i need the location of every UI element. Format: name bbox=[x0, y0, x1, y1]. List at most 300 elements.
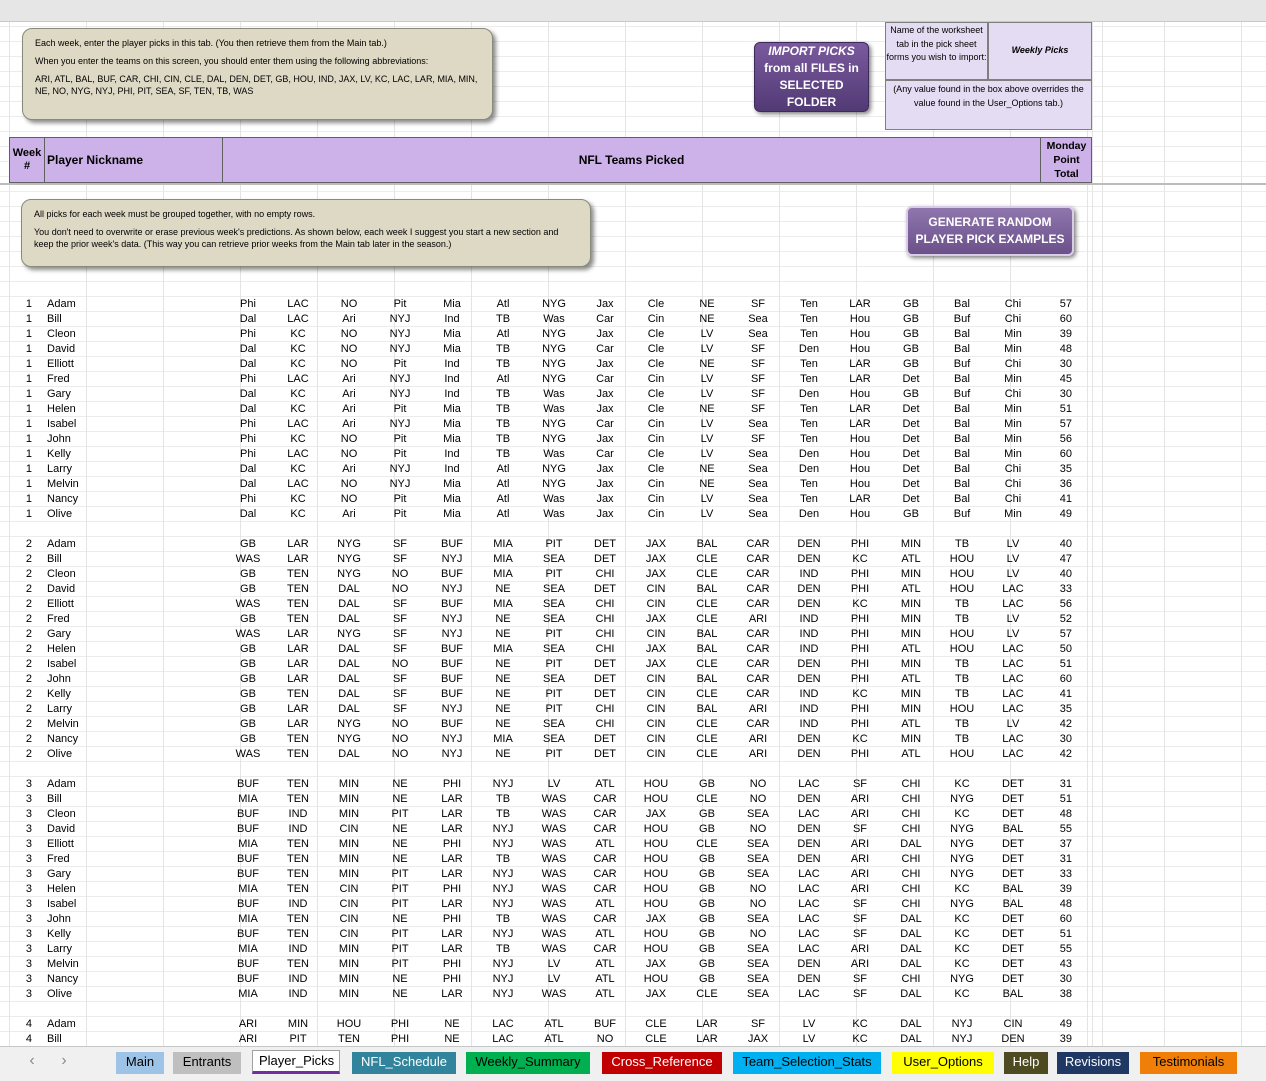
week-cell[interactable]: 3 bbox=[25, 913, 32, 925]
team-pick-cell[interactable]: BAL bbox=[696, 538, 718, 550]
team-pick-cell[interactable]: DAL bbox=[338, 703, 360, 715]
team-pick-cell[interactable]: NYG bbox=[542, 328, 566, 340]
sheet-tab-help[interactable]: Help bbox=[1004, 1052, 1048, 1074]
monday-point-total-cell[interactable]: 60 bbox=[1059, 448, 1072, 460]
team-pick-cell[interactable]: Min bbox=[1004, 328, 1022, 340]
team-pick-cell[interactable]: CAR bbox=[593, 913, 617, 925]
team-pick-cell[interactable]: BUF bbox=[441, 643, 463, 655]
team-pick-cell[interactable]: MIN bbox=[338, 868, 360, 880]
team-pick-cell[interactable]: SF bbox=[392, 613, 408, 625]
monday-point-total-cell[interactable]: 48 bbox=[1059, 343, 1072, 355]
team-pick-cell[interactable]: TB bbox=[954, 538, 970, 550]
team-pick-cell[interactable]: Pit bbox=[393, 358, 407, 370]
team-pick-cell[interactable]: CHI bbox=[595, 703, 615, 715]
sheet-tab-team-selection-stats[interactable]: Team_Selection_Stats bbox=[733, 1052, 881, 1074]
team-pick-cell[interactable]: NE bbox=[699, 298, 715, 310]
team-pick-cell[interactable]: Jax bbox=[596, 433, 614, 445]
team-pick-cell[interactable]: MIA bbox=[493, 643, 513, 655]
player-nickname-cell[interactable]: Isabel bbox=[47, 658, 77, 670]
team-pick-cell[interactable]: IND bbox=[799, 643, 819, 655]
player-nickname-cell[interactable]: Cleon bbox=[47, 808, 76, 820]
team-pick-cell[interactable]: CLE bbox=[645, 1033, 667, 1045]
team-pick-cell[interactable]: NE bbox=[699, 403, 715, 415]
team-pick-cell[interactable]: KC bbox=[290, 403, 306, 415]
team-pick-cell[interactable]: LAR bbox=[849, 358, 871, 370]
team-pick-cell[interactable]: MIN bbox=[338, 943, 360, 955]
team-pick-cell[interactable]: PHI bbox=[850, 583, 870, 595]
team-pick-cell[interactable]: ARI bbox=[748, 613, 768, 625]
team-pick-cell[interactable]: CIN bbox=[339, 883, 359, 895]
team-pick-cell[interactable]: KC bbox=[290, 328, 306, 340]
team-pick-cell[interactable]: DET bbox=[594, 553, 616, 565]
team-pick-cell[interactable]: TB bbox=[954, 688, 970, 700]
team-pick-cell[interactable]: GB bbox=[903, 388, 919, 400]
team-pick-cell[interactable]: PIT bbox=[545, 748, 563, 760]
team-pick-cell[interactable]: Was bbox=[543, 388, 565, 400]
team-pick-cell[interactable]: PHI bbox=[850, 718, 870, 730]
team-pick-cell[interactable]: LAR bbox=[287, 718, 309, 730]
team-pick-cell[interactable]: MIN bbox=[900, 613, 922, 625]
team-pick-cell[interactable]: ATL bbox=[901, 673, 921, 685]
team-pick-cell[interactable]: BAL bbox=[696, 628, 718, 640]
team-pick-cell[interactable]: NYJ bbox=[951, 1033, 973, 1045]
team-pick-cell[interactable]: ATL bbox=[595, 898, 615, 910]
team-pick-cell[interactable]: LAC bbox=[287, 448, 309, 460]
team-pick-cell[interactable]: PIT bbox=[391, 943, 409, 955]
week-cell[interactable]: 2 bbox=[25, 643, 32, 655]
team-pick-cell[interactable]: SF bbox=[392, 673, 408, 685]
team-pick-cell[interactable]: TB bbox=[954, 598, 970, 610]
team-pick-cell[interactable]: Bal bbox=[954, 343, 970, 355]
team-pick-cell[interactable]: Ten bbox=[800, 478, 818, 490]
team-pick-cell[interactable]: Cle bbox=[647, 463, 665, 475]
team-pick-cell[interactable]: GB bbox=[903, 298, 919, 310]
team-pick-cell[interactable]: Phi bbox=[240, 418, 256, 430]
team-pick-cell[interactable]: HOU bbox=[643, 778, 669, 790]
team-pick-cell[interactable]: DET bbox=[1002, 838, 1024, 850]
team-pick-cell[interactable]: NE bbox=[495, 688, 511, 700]
team-pick-cell[interactable]: Was bbox=[543, 508, 565, 520]
team-pick-cell[interactable]: CLE bbox=[696, 988, 718, 1000]
player-nickname-cell[interactable]: Olive bbox=[47, 748, 73, 760]
team-pick-cell[interactable]: DEN bbox=[797, 658, 821, 670]
team-pick-cell[interactable]: NYJ bbox=[441, 553, 463, 565]
team-pick-cell[interactable]: Ind bbox=[444, 448, 460, 460]
week-cell[interactable]: 1 bbox=[25, 358, 32, 370]
team-pick-cell[interactable]: Buf bbox=[953, 313, 971, 325]
monday-point-total-cell[interactable]: 57 bbox=[1059, 418, 1072, 430]
team-pick-cell[interactable]: MIN bbox=[900, 628, 922, 640]
monday-point-total-cell[interactable]: 33 bbox=[1059, 868, 1072, 880]
week-cell[interactable]: 1 bbox=[25, 448, 32, 460]
team-pick-cell[interactable]: BAL bbox=[1002, 898, 1024, 910]
team-pick-cell[interactable]: MIN bbox=[338, 958, 360, 970]
team-pick-cell[interactable]: SF bbox=[750, 373, 766, 385]
team-pick-cell[interactable]: NE bbox=[699, 358, 715, 370]
team-pick-cell[interactable]: SEA bbox=[542, 673, 565, 685]
team-pick-cell[interactable]: NYJ bbox=[441, 583, 463, 595]
team-pick-cell[interactable]: CIN bbox=[646, 688, 666, 700]
team-pick-cell[interactable]: DEN bbox=[1001, 1033, 1025, 1045]
team-pick-cell[interactable]: LV bbox=[700, 493, 714, 505]
team-pick-cell[interactable]: HOU bbox=[643, 883, 669, 895]
team-pick-cell[interactable]: LV bbox=[1006, 628, 1020, 640]
monday-point-total-cell[interactable]: 30 bbox=[1059, 973, 1072, 985]
team-pick-cell[interactable]: NYG bbox=[542, 478, 566, 490]
player-nickname-cell[interactable]: Isabel bbox=[47, 898, 77, 910]
team-pick-cell[interactable]: NYG bbox=[950, 898, 974, 910]
team-pick-cell[interactable]: GB bbox=[699, 928, 715, 940]
team-pick-cell[interactable]: ATL bbox=[595, 973, 615, 985]
team-pick-cell[interactable]: Ten bbox=[800, 313, 818, 325]
player-nickname-cell[interactable]: Nancy bbox=[47, 733, 79, 745]
team-pick-cell[interactable]: Hou bbox=[849, 313, 871, 325]
team-pick-cell[interactable]: PIT bbox=[391, 883, 409, 895]
team-pick-cell[interactable]: KC bbox=[290, 508, 306, 520]
team-pick-cell[interactable]: CHI bbox=[595, 613, 615, 625]
team-pick-cell[interactable]: NE bbox=[495, 718, 511, 730]
team-pick-cell[interactable]: DAL bbox=[338, 583, 360, 595]
team-pick-cell[interactable]: SEA bbox=[542, 598, 565, 610]
team-pick-cell[interactable]: WAS bbox=[541, 898, 567, 910]
team-pick-cell[interactable]: ARI bbox=[238, 1033, 258, 1045]
sheet-tab-player-picks[interactable]: Player_Picks bbox=[252, 1050, 340, 1074]
monday-point-total-cell[interactable]: 40 bbox=[1059, 538, 1072, 550]
team-pick-cell[interactable]: MIA bbox=[493, 598, 513, 610]
team-pick-cell[interactable]: JAX bbox=[645, 958, 667, 970]
team-pick-cell[interactable]: Ind bbox=[444, 373, 460, 385]
team-pick-cell[interactable]: Atl bbox=[496, 493, 510, 505]
team-pick-cell[interactable]: LAC bbox=[287, 418, 309, 430]
team-pick-cell[interactable]: PIT bbox=[545, 568, 563, 580]
team-pick-cell[interactable]: HOU bbox=[643, 898, 669, 910]
team-pick-cell[interactable]: SF bbox=[750, 298, 766, 310]
team-pick-cell[interactable]: CLE bbox=[696, 688, 718, 700]
team-pick-cell[interactable]: Den bbox=[798, 448, 820, 460]
week-cell[interactable]: 2 bbox=[25, 568, 32, 580]
team-pick-cell[interactable]: DAL bbox=[900, 913, 922, 925]
team-pick-cell[interactable]: GB bbox=[903, 328, 919, 340]
team-pick-cell[interactable]: CHI bbox=[901, 778, 921, 790]
team-pick-cell[interactable]: Car bbox=[596, 373, 614, 385]
team-pick-cell[interactable]: BUF bbox=[237, 973, 259, 985]
player-nickname-cell[interactable]: David bbox=[47, 343, 76, 355]
team-pick-cell[interactable]: CLE bbox=[696, 838, 718, 850]
player-nickname-cell[interactable]: John bbox=[47, 673, 71, 685]
team-pick-cell[interactable]: SF bbox=[392, 598, 408, 610]
team-pick-cell[interactable]: ATL bbox=[595, 778, 615, 790]
team-pick-cell[interactable]: NYJ bbox=[492, 958, 514, 970]
team-pick-cell[interactable]: PHI bbox=[850, 658, 870, 670]
team-pick-cell[interactable]: DAL bbox=[900, 928, 922, 940]
team-pick-cell[interactable]: DEN bbox=[797, 553, 821, 565]
team-pick-cell[interactable]: KC bbox=[290, 358, 306, 370]
team-pick-cell[interactable]: DET bbox=[1002, 853, 1024, 865]
team-pick-cell[interactable]: SF bbox=[852, 973, 868, 985]
team-pick-cell[interactable]: NO bbox=[340, 298, 358, 310]
team-pick-cell[interactable]: DET bbox=[594, 673, 616, 685]
team-pick-cell[interactable]: PHI bbox=[850, 643, 870, 655]
team-pick-cell[interactable]: GB bbox=[240, 568, 256, 580]
team-pick-cell[interactable]: Hou bbox=[849, 388, 871, 400]
team-pick-cell[interactable]: NE bbox=[495, 658, 511, 670]
team-pick-cell[interactable]: KC bbox=[852, 553, 868, 565]
player-nickname-cell[interactable]: Nancy bbox=[47, 973, 79, 985]
team-pick-cell[interactable]: GB bbox=[240, 688, 256, 700]
monday-point-total-cell[interactable]: 60 bbox=[1059, 313, 1072, 325]
team-pick-cell[interactable]: Jax bbox=[596, 403, 614, 415]
team-pick-cell[interactable]: MIN bbox=[900, 733, 922, 745]
week-cell[interactable]: 3 bbox=[25, 883, 32, 895]
team-pick-cell[interactable]: NYG bbox=[337, 538, 361, 550]
team-pick-cell[interactable]: CAR bbox=[593, 943, 617, 955]
team-pick-cell[interactable]: Dal bbox=[239, 313, 257, 325]
week-cell[interactable]: 3 bbox=[25, 823, 32, 835]
team-pick-cell[interactable]: Dal bbox=[239, 508, 257, 520]
team-pick-cell[interactable]: LAR bbox=[849, 403, 871, 415]
team-pick-cell[interactable]: CLE bbox=[696, 613, 718, 625]
team-pick-cell[interactable]: Cle bbox=[647, 448, 665, 460]
team-pick-cell[interactable]: LV bbox=[547, 958, 561, 970]
team-pick-cell[interactable]: BUF bbox=[441, 598, 463, 610]
team-pick-cell[interactable]: CHI bbox=[901, 793, 921, 805]
team-pick-cell[interactable]: ATL bbox=[595, 928, 615, 940]
player-nickname-cell[interactable]: Gary bbox=[47, 628, 71, 640]
team-pick-cell[interactable]: ATL bbox=[901, 718, 921, 730]
team-pick-cell[interactable]: LAC bbox=[1002, 748, 1024, 760]
team-pick-cell[interactable]: Bal bbox=[954, 403, 970, 415]
team-pick-cell[interactable]: LAR bbox=[441, 928, 463, 940]
team-pick-cell[interactable]: NYJ bbox=[951, 1018, 973, 1030]
team-pick-cell[interactable]: GB bbox=[240, 718, 256, 730]
team-pick-cell[interactable]: NE bbox=[699, 478, 715, 490]
team-pick-cell[interactable]: LV bbox=[700, 373, 714, 385]
week-cell[interactable]: 3 bbox=[25, 973, 32, 985]
team-pick-cell[interactable]: NYG bbox=[950, 868, 974, 880]
player-nickname-cell[interactable]: Adam bbox=[47, 778, 76, 790]
week-cell[interactable]: 4 bbox=[25, 1033, 32, 1045]
team-pick-cell[interactable]: LV bbox=[700, 508, 714, 520]
player-nickname-cell[interactable]: Adam bbox=[47, 538, 76, 550]
team-pick-cell[interactable]: BUF bbox=[441, 718, 463, 730]
team-pick-cell[interactable]: LAR bbox=[287, 538, 309, 550]
team-pick-cell[interactable]: NYJ bbox=[389, 328, 411, 340]
monday-point-total-cell[interactable]: 36 bbox=[1059, 478, 1072, 490]
team-pick-cell[interactable]: PIT bbox=[391, 898, 409, 910]
team-pick-cell[interactable]: NYG bbox=[337, 718, 361, 730]
team-pick-cell[interactable]: NYJ bbox=[389, 313, 411, 325]
team-pick-cell[interactable]: LAR bbox=[696, 1033, 718, 1045]
team-pick-cell[interactable]: SEA bbox=[746, 853, 769, 865]
team-pick-cell[interactable]: DET bbox=[1002, 973, 1024, 985]
team-pick-cell[interactable]: BUF bbox=[237, 868, 259, 880]
week-cell[interactable]: 3 bbox=[25, 853, 32, 865]
team-pick-cell[interactable]: ARI bbox=[748, 733, 768, 745]
team-pick-cell[interactable]: NYJ bbox=[441, 748, 463, 760]
team-pick-cell[interactable]: SF bbox=[852, 898, 868, 910]
team-pick-cell[interactable]: TB bbox=[495, 943, 511, 955]
team-pick-cell[interactable]: DAL bbox=[900, 988, 922, 1000]
team-pick-cell[interactable]: JAX bbox=[645, 658, 667, 670]
team-pick-cell[interactable]: WAS bbox=[541, 868, 567, 880]
team-pick-cell[interactable]: IND bbox=[288, 898, 308, 910]
team-pick-cell[interactable]: NE bbox=[495, 583, 511, 595]
team-pick-cell[interactable]: PHI bbox=[850, 748, 870, 760]
team-pick-cell[interactable]: NE bbox=[495, 628, 511, 640]
team-pick-cell[interactable]: Ten bbox=[800, 358, 818, 370]
team-pick-cell[interactable]: IND bbox=[799, 628, 819, 640]
team-pick-cell[interactable]: DET bbox=[594, 748, 616, 760]
player-nickname-cell[interactable]: Larry bbox=[47, 943, 73, 955]
team-pick-cell[interactable]: CAR bbox=[746, 643, 770, 655]
team-pick-cell[interactable]: DEN bbox=[797, 598, 821, 610]
team-pick-cell[interactable]: TB bbox=[495, 388, 511, 400]
team-pick-cell[interactable]: SF bbox=[750, 343, 766, 355]
team-pick-cell[interactable]: NO bbox=[596, 1033, 614, 1045]
team-pick-cell[interactable]: IND bbox=[288, 808, 308, 820]
monday-point-total-cell[interactable]: 48 bbox=[1059, 898, 1072, 910]
team-pick-cell[interactable]: PIT bbox=[545, 538, 563, 550]
team-pick-cell[interactable]: TEN bbox=[287, 583, 309, 595]
week-cell[interactable]: 2 bbox=[25, 673, 32, 685]
team-pick-cell[interactable]: NYJ bbox=[441, 628, 463, 640]
team-pick-cell[interactable]: BAL bbox=[1002, 883, 1024, 895]
monday-point-total-cell[interactable]: 30 bbox=[1059, 388, 1072, 400]
team-pick-cell[interactable]: CAR bbox=[593, 883, 617, 895]
team-pick-cell[interactable]: WAS bbox=[235, 553, 261, 565]
team-pick-cell[interactable]: Ari bbox=[342, 313, 356, 325]
week-cell[interactable]: 2 bbox=[25, 733, 32, 745]
team-pick-cell[interactable]: ARI bbox=[850, 883, 870, 895]
monday-point-total-cell[interactable]: 42 bbox=[1059, 748, 1072, 760]
monday-point-total-cell[interactable]: 49 bbox=[1059, 508, 1072, 520]
team-pick-cell[interactable]: JAX bbox=[747, 1033, 769, 1045]
team-pick-cell[interactable]: LAR bbox=[287, 553, 309, 565]
team-pick-cell[interactable]: NYJ bbox=[441, 703, 463, 715]
team-pick-cell[interactable]: Phi bbox=[240, 448, 256, 460]
player-nickname-cell[interactable]: Fred bbox=[47, 853, 70, 865]
team-pick-cell[interactable]: BAL bbox=[696, 673, 718, 685]
team-pick-cell[interactable]: NO bbox=[749, 823, 767, 835]
team-pick-cell[interactable]: NYG bbox=[542, 433, 566, 445]
week-cell[interactable]: 2 bbox=[25, 658, 32, 670]
week-cell[interactable]: 2 bbox=[25, 688, 32, 700]
team-pick-cell[interactable]: LV bbox=[547, 778, 561, 790]
team-pick-cell[interactable]: Ind bbox=[444, 463, 460, 475]
team-pick-cell[interactable]: CAR bbox=[593, 853, 617, 865]
week-cell[interactable]: 3 bbox=[25, 943, 32, 955]
team-pick-cell[interactable]: IND bbox=[288, 988, 308, 1000]
team-pick-cell[interactable]: CLE bbox=[696, 658, 718, 670]
team-pick-cell[interactable]: Cle bbox=[647, 298, 665, 310]
monday-point-total-cell[interactable]: 42 bbox=[1059, 718, 1072, 730]
team-pick-cell[interactable]: CHI bbox=[595, 643, 615, 655]
team-pick-cell[interactable]: PIT bbox=[545, 703, 563, 715]
team-pick-cell[interactable]: Pit bbox=[393, 493, 407, 505]
team-pick-cell[interactable]: Hou bbox=[849, 478, 871, 490]
team-pick-cell[interactable]: Car bbox=[596, 343, 614, 355]
team-pick-cell[interactable]: Hou bbox=[849, 448, 871, 460]
team-pick-cell[interactable]: Pit bbox=[393, 433, 407, 445]
team-pick-cell[interactable]: Cin bbox=[647, 373, 665, 385]
team-pick-cell[interactable]: BAL bbox=[696, 643, 718, 655]
team-pick-cell[interactable]: BUF bbox=[237, 778, 259, 790]
team-pick-cell[interactable]: BUF bbox=[237, 853, 259, 865]
team-pick-cell[interactable]: NO bbox=[749, 898, 767, 910]
team-pick-cell[interactable]: LAC bbox=[798, 943, 820, 955]
team-pick-cell[interactable]: Det bbox=[902, 493, 920, 505]
monday-point-total-cell[interactable]: 60 bbox=[1059, 913, 1072, 925]
team-pick-cell[interactable]: Atl bbox=[496, 508, 510, 520]
team-pick-cell[interactable]: Phi bbox=[240, 373, 256, 385]
team-pick-cell[interactable]: NE bbox=[495, 673, 511, 685]
team-pick-cell[interactable]: NO bbox=[749, 778, 767, 790]
team-pick-cell[interactable]: KC bbox=[290, 463, 306, 475]
team-pick-cell[interactable]: Chi bbox=[1004, 313, 1022, 325]
player-nickname-cell[interactable]: Larry bbox=[47, 703, 73, 715]
team-pick-cell[interactable]: GB bbox=[240, 613, 256, 625]
team-pick-cell[interactable]: Was bbox=[543, 403, 565, 415]
monday-point-total-cell[interactable]: 57 bbox=[1059, 298, 1072, 310]
team-pick-cell[interactable]: CHI bbox=[901, 808, 921, 820]
week-cell[interactable]: 1 bbox=[25, 313, 32, 325]
team-pick-cell[interactable]: MIN bbox=[900, 658, 922, 670]
team-pick-cell[interactable]: Ari bbox=[342, 388, 356, 400]
team-pick-cell[interactable]: Cle bbox=[647, 358, 665, 370]
monday-point-total-cell[interactable]: 38 bbox=[1059, 988, 1072, 1000]
team-pick-cell[interactable]: NYG bbox=[542, 358, 566, 370]
team-pick-cell[interactable]: Cin bbox=[647, 313, 665, 325]
sheet-tab-user-options[interactable]: User_Options bbox=[892, 1052, 994, 1074]
week-cell[interactable]: 1 bbox=[25, 418, 32, 430]
team-pick-cell[interactable]: WAS bbox=[541, 883, 567, 895]
team-pick-cell[interactable]: CIN bbox=[646, 673, 666, 685]
team-pick-cell[interactable]: CHI bbox=[595, 628, 615, 640]
team-pick-cell[interactable]: PHI bbox=[850, 613, 870, 625]
team-pick-cell[interactable]: NYJ bbox=[389, 478, 411, 490]
team-pick-cell[interactable]: WAS bbox=[541, 928, 567, 940]
monday-point-total-cell[interactable]: 51 bbox=[1059, 403, 1072, 415]
team-pick-cell[interactable]: Phi bbox=[240, 298, 256, 310]
team-pick-cell[interactable]: MIN bbox=[338, 793, 360, 805]
team-pick-cell[interactable]: Sea bbox=[748, 418, 768, 430]
team-pick-cell[interactable]: LAR bbox=[441, 868, 463, 880]
week-cell[interactable]: 1 bbox=[25, 433, 32, 445]
team-pick-cell[interactable]: LAC bbox=[798, 928, 820, 940]
team-pick-cell[interactable]: ATL bbox=[901, 748, 921, 760]
team-pick-cell[interactable]: KC bbox=[852, 733, 868, 745]
week-cell[interactable]: 1 bbox=[25, 463, 32, 475]
week-cell[interactable]: 3 bbox=[25, 898, 32, 910]
team-pick-cell[interactable]: LAC bbox=[798, 808, 820, 820]
team-pick-cell[interactable]: Atl bbox=[496, 373, 510, 385]
team-pick-cell[interactable]: Dal bbox=[239, 478, 257, 490]
team-pick-cell[interactable]: GB bbox=[240, 538, 256, 550]
team-pick-cell[interactable]: LV bbox=[1006, 538, 1020, 550]
team-pick-cell[interactable]: JAX bbox=[645, 568, 667, 580]
team-pick-cell[interactable]: Jax bbox=[596, 493, 614, 505]
team-pick-cell[interactable]: Min bbox=[1004, 448, 1022, 460]
team-pick-cell[interactable]: MIN bbox=[338, 988, 360, 1000]
week-cell[interactable]: 2 bbox=[25, 628, 32, 640]
team-pick-cell[interactable]: DEN bbox=[797, 673, 821, 685]
team-pick-cell[interactable]: SF bbox=[392, 688, 408, 700]
team-pick-cell[interactable]: NO bbox=[340, 478, 358, 490]
player-nickname-cell[interactable]: Gary bbox=[47, 388, 71, 400]
week-cell[interactable]: 1 bbox=[25, 373, 32, 385]
team-pick-cell[interactable]: CIN bbox=[646, 628, 666, 640]
team-pick-cell[interactable]: Den bbox=[798, 508, 820, 520]
